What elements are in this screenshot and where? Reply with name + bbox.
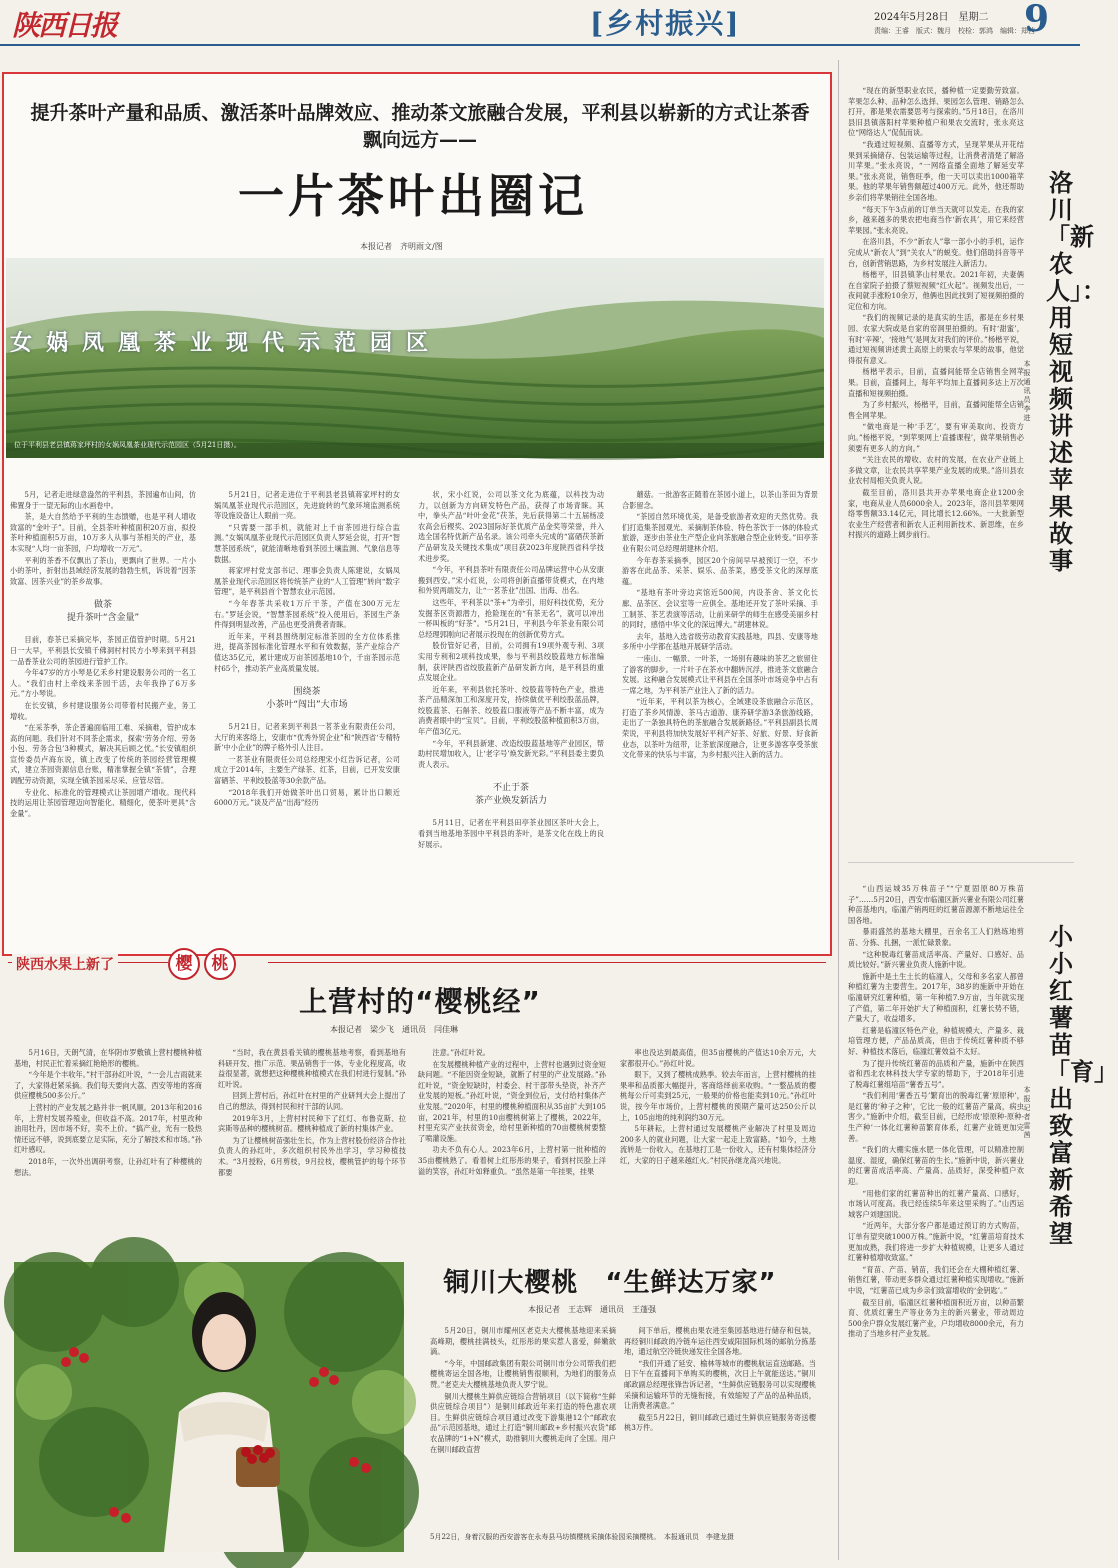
paragraph: 施新中是土生土长的临潼人，父母和多名家人都曾种植红薯为主要营生。2017年，38岁的施新中开始在临潼研究红薯种植，第一年种植7.9万亩，当年就实现了产值，第二年开始扩大了种植面积，红薯长势不错，产量大了，收益增多。 [848,971,1024,1024]
subheading: 不止于茶 茶产业焕发新活力 [474,783,547,807]
page-number: 9 [1024,0,1050,40]
tongchuan-column-1 [430,1326,616,1526]
cherry-section-tag: 陕西水果上新了 [12,954,118,974]
paragraph: 5月，记者走进绿意盎然的平利县，茶园遍布山间，仿佛置身于一望无际的山水画卷中。 [10,490,196,510]
paragraph: 率也没达到最高值，但35亩樱桃的产值达10余万元，大家都很开心。”孙红叶说。 [620,1048,816,1068]
paragraph: “每天下午3点前的订单当天就可以发走。在我的家乡，越来越多的果农把电商当作‘新农具’，用它来经营苹果园。”张永亮说。 [848,204,1024,235]
paragraph: 5月21日，记者走进位于平利县老县镇蒋家坪村的女娲凤凰茶业现代示范园区，先进旋转的气象环境监测系统等设施设备让人眼前一亮。 [214,490,400,521]
cherry-char-1: 樱 [168,948,200,980]
paragraph: 一座山、一幅景、一叶茶，一场别有趣味的茶艺之旅留住了游客的脚步。一片叶子在茶水中翻转沉浮，推进茶文旅融合发展。这种融合发展模式让平利县在全国茶叶市场竞争中占有一席之地，为平利茶产业注入了新的活力。 [622,653,818,695]
paragraph: 近年来，平利县围绕制定标准茶园的全方位体系推进，提高茶园标准化管理水平和有效数据，茶产业综合产值达35亿元，累计建成万亩茶园基地10个，千亩茶园示范村65个，推动茶产业高质量发展。 [214,631,400,673]
subheading: 做茶 提升茶叶“含金量” [66,600,140,624]
paragraph: “这种脱毒红薯苗成活率高、产量好、口感好、品质比较好。”新兴薯业负责人施新中说。 [848,949,1024,970]
cherry-section-bar [8,950,826,976]
paragraph: “基地有茶叶旁边宾馆近500间，内设茶舍、茶文化长廊、品茶区、会议室等一应俱全。基地还开发了茶叶采摘、手工制茶、茶艺表演等活动，让前来研学的师生在感受美丽乡村的同时，感悟中华文化的深远博大。”胡建林说。 [622,588,818,630]
paragraph: “今年春茶共采收1万斤干茶，产值在300万元左右。”罗延会说，“智慧茶园系统”投入使用后，茶园生产条件得到明显改善，产品也更受消费者青睐。 [214,598,400,630]
cherry-char-2: 桃 [204,948,236,980]
paragraph: 2019年3月，上营村村民种下了红灯、布鲁克斯、拉宾斯等品种的樱桃树苗。樱桃种植成了新的村集体产业。 [218,1113,406,1134]
tea-kicker: 提升茶叶产量和品质、激活茶叶品牌效应、推动茶文旅融合发展，平利县以崭新的方式让茶香飘向远方—— [30,102,810,151]
paragraph: 专业化、标准化的管理模式让茶园增产增收。现代科技的运用让茶园管理迈向智能化、精细化，使茶叶更具“含金量”。 [10,787,196,818]
paragraph: 5月20日，铜川市耀州区老克夫大樱桃基地迎来采摘高峰期，樱桃挂满枝头，红彤彤的果实惹人喜爱，鲜嫩欲滴。 [430,1326,616,1357]
paragraph: “山西运城35万株苗子”“宁夏固原80万株苗子”……5月20日，西安市临潼区新兴薯业有限公司红薯种苗基地内，临潼产销两旺的红薯苗源源不断地运往全国各地。 [848,884,1024,925]
paragraph: 状，宋小红说，公司以茶文化为底蕴，以科技为动力，以创新为方向研发特色产品，获得了市场青睐。其中，拳头产品“叶叶金花”茯茶，先后获得第二十五届杨凌农高会后稷奖、2023国际好茶优质产品金奖等荣誉，并入选全国名特优新产品名录。该公司牵头完成的“富硒茯茶新产品研发及关键技术集成”项目获2023年度陕西省科学技术进步奖。 [418,490,604,563]
paragraph: 目前，春茶已采摘完毕，茶园正值管护时期。5月21日一大早，平利县长安镇千佛洞村村民方小琴来到平利县一品香茶业公司的茶园进行管护工作。 [10,635,196,666]
paragraph: “在采茶季，茶企普遍面临用工难、采摘难，管护成本高的问题。我们针对不同茶企需求，探索‘劳务介绍、劳务小包、劳务合包’3种模式，解决其后顾之忧。”长安镇组织宣传委员卢海东说，镇上改变了传统的茶园经营管理模式，建立茶园资源信息台账，精准掌握全镇“茶情”，合理调配劳动资源，实现全镇茶园采尽采、应管尽管。 [10,723,196,786]
paragraph: 去年，基地入选省级劳动教育实践基地，四县、安康等地多所中小学都在基地开展研学活动。 [622,631,818,652]
paragraph: 股份管好记者，目前，公司拥有19项外观专利、3项实用专利和2项科技成果，参与平利县绞股蓝地方标准编制，获评陕西省绞股蓝新产品研发新方向，是平利县的重点发展企业。 [418,641,604,683]
cherry-picking-photo [14,1262,404,1552]
paragraph: 截至5月22日，铜川邮政已通过生鲜供应链服务寄送樱桃3万件。 [624,1412,816,1433]
paragraph: 今年春茶采摘季，园区20个房间早早被预订一空，不少游客在此品茶、采茶、娱乐、品茶菜，感受茶文化的深厚底蕴。 [622,555,818,586]
paragraph: 铜川大樱桃生鲜供应链综合营销项目（以下简称“生鲜供应链综合项目”）是铜川邮政近年来打造的特色惠农项目。生鲜供应链综合项目通过改变下游集港12个“邮政农品”示范园基地，通过上打造“铜川邮政+乡村振兴农货”邮农品牌的“1+N”模式，助推铜川大樱桃走向了全国。用户在铜川邮政直营 [430,1391,616,1454]
paragraph: 为了让樱桃树苗强壮生长，作为上营村股份经济合作社负责人的孙红叶，多次组织村民外出学习，学习种植技术。“3月授粉，6月剪枝，9月拉枝，樱桃管护的每个环节都要 [218,1135,406,1177]
paragraph: “近两年，大部分客户都是通过预订的方式购苗，订单有望突破1000万株。”施新中说，“红薯苗培育技术更加成熟，我们将进一步扩大种植规模，让更多人通过红薯种植增收致富。” [848,1221,1024,1263]
tea-column-4 [622,490,818,930]
tea-headline: 一片茶叶出圈记 [238,169,588,223]
paragraph: “今年，中国邮政集团有限公司铜川市分公司帮我们把樱桃寄运全国各地，让樱桃销售很顺利，为地们的服务点赞。”老克夫大樱桃基地负责人罗宁说。 [430,1358,616,1389]
paragraph: 回到上营村后，孙红叶在村里的产业研判大会上提出了自己的想法，得到村民和村干部的认同。 [218,1091,406,1111]
paragraph: 平利的茶香不仅飘出了茶山，更飘向了世界。一片小小的茶叶，折射出县域经济发展的勃勃生机，诉说着“因茶致富、因茶兴业”的茶乡故事。 [10,555,196,586]
tongchuan-byline: 本报记者 王志辉 通讯员 王蓬强 [528,1305,656,1314]
hongshu-byline: 本报记者 雷茜 [1023,1086,1038,1139]
paragraph: 蘑菇。一批游客正随着在茶园小道上，以茶山茶田为背景合影留念。 [622,490,818,510]
paragraph: “今年，平利县茶叶有限责任公司品牌运营中心从安康搬到西安。”宋小红说，公司将创新直播带货模式，在内地和外贸两端发力，让“一茗茶业”出国、出海、出名。 [418,565,604,596]
paragraph: 为了乡村振兴，杨楷平，目前，直播间能帮全店销售全网苹果。 [848,400,1024,420]
paragraph: 蒋家坪村党支部书记、理事会负责人陈建说，女娲凤凰茶业现代示范园区将传统茶产业的“人工管理”转向“数字管理”，是平利县首个智慧农业示范园。 [214,566,400,597]
paragraph: 截至目前，洛川县共开办苹果电商企业1200余家，电商从业人员6000余人。2023年，洛川县苹果网络零售额33.14亿元，同比增长12.66%。一大批新型农业生产经营者和新农人正利用新技术、新思维，在乡村振兴的道路上阔步前行。 [848,487,1024,540]
paragraph: “今年，平利县新建、改造绞股蓝基地等产业园区，帮助村民增加收入，让‘老字号’焕发新光彩。”平利县委主要负责人表示。 [418,738,604,769]
paragraph: 这些年，平利茶以“茶+”为牵引，用好科技优势，充分发掘茶区资源潜力，抢险现在的“有茶无名”，就可以冲出一杯叫板的“好茶”。“5月21日，平利县今年茶业有限公司总经理郭刚向记者展示投现在的创新优势方式。 [418,597,604,639]
paragraph: 暴雨盛然的基地大棚里，百余名工人们熟练地剪苗、分拣、扎捆，一派忙碌景象。 [848,927,1024,947]
paragraph: “我们的视频记录的是真实的生活，都是在乡村果园、农家大院或是自家的窑洞里拍摄的。有时‘甜蜜’，有时‘辛辣’，‘接地气’是网友对我们的评价。”杨楷平说，通过短视频讲述黄土高原上的果农与苹果的故事，他觉得很有意义。 [848,313,1024,365]
shangying-column-4 [620,1048,816,1248]
paragraph: 一茗茶业有限责任公司总经理宋小红告诉记者，公司成立于2014年，主要生产绿茶、红茶，目前，已开发安康富硒茶、平利绞股蓝等30余款产品。 [214,754,400,786]
luochuan-byline: 本报通讯员 李进 [1023,360,1038,422]
tea-column-1 [10,490,196,930]
paragraph: “用他们家的红薯苗种出的红薯产量高、口感好，市场认可度高。我已经连续5年来这里采购了。”山西运城客户刘建国说。 [848,1188,1024,1219]
paragraph: “关注农民的增收、农村的发展，在农业产业链上多做文章，让农民共享苹果产业发展的成果。”洛川县农业农村局相关负责人说。 [848,455,1024,486]
tongchuan-headline: 铜川大樱桃 “生鲜达万家” [443,1268,777,1298]
paragraph: “茶园自然环境优美，是备受旅游者欢迎的天然优势。我们打造集茶园观光、采摘制茶体验、特色茶饮于一体的体验式旅游，逐步由茶业生产型企业向茶旅融合型企业转变。”田亭茶业有限公司总经理胡建林介绍。 [622,512,818,553]
hongshu-body [848,884,1024,1560]
tea-column-3 [418,490,604,930]
paragraph: “做电商是一种‘手艺’，要有审美取向、投资方向。”杨楷平说，“到苹果网上‘直播课程’，做苹果销售必须要有更多人的方向。” [848,422,1024,453]
paragraph: 为了提升传统红薯苗的品质和产量，施新中在陕西省和西北农林科技大学专家的帮助下，于2018年引进了脱毒红薯组培苗“薯香五号”。 [848,1058,1024,1089]
paragraph: 在长安镇，乡村建设服务公司带着村民搬产业，务工增收。 [10,700,196,721]
paragraph: 5月11日，记者在平利县田亭茶业园区茶叶大会上，看到当地基地茶园中平利县的茶叶，是茶文化在线上的良好展示。 [418,818,604,849]
masthead [0,0,1080,46]
paragraph: “现在的新型职业农民，播种植一定要勤劳致富。苹果怎么种、品种怎么选择、果园怎么管理、销路怎么打开，都是果农需要思考与探索的。”5月18日，在洛川县旧县镇落阳村苹果种植户和果农交流时，张永亮这位“网络达人”侃侃而谈。 [848,86,1024,138]
column-divider [838,60,839,1560]
paragraph: 今年47岁的方小琴是亿禾乡村建设服务公司的一名工人。“我们由村上牵线来茶园干活，去年我挣了6万多元。”方小琴说。 [10,668,196,699]
shangying-headline: 上营村的“樱桃经” [299,985,541,1018]
shangying-column-2 [218,1048,406,1248]
paragraph: 眼下，又到了樱桃成熟季。较去年而言，上营村樱桃的挂果率和品质都大幅提升，客商络绎前来收购。“一整品质的樱桃每公斤可卖到25元，一般果的价格也能卖到10元。”孙红叶说，按今年市场价，上营村樱桃的预期产量可达250公斤以上，105亩地的纯利润约30万元。 [620,1070,816,1122]
paragraph: 截至目前，临潼区红薯种植面积近万亩，以种苗繁育、优质红薯生产等业务为主的新兴薯业，带动周边500余户群众发展红薯产业，户均增收8000余元，有力推动了当地乡村产业发展。 [848,1297,1024,1339]
luochuan-title: 洛川「新农人」：用短视频讲述苹果故事 [1046,169,1106,575]
paragraph: “育苗、产苗、销苗，我们还会在大棚种植红薯、销售红薯，带动更多群众通过红薯种植实现增收。”施新中说，“红薯苗已成为乡亲们致富增收的‘金钥匙’。” [848,1264,1024,1295]
paragraph: 功夫不负有心人。2023年6月，上营村第一批种植的35亩樱桃熟了。看着树上红彤彤的果子，看到村民脸上洋溢的笑容，孙红叶如释重负。“虽然是第一年挂果，挂果 [418,1145,606,1176]
paragraph: 上营村的产业发展之路并非一帆风顺。2013年和2016年，上营村发展养殖业，但收益不高。2017年，村里改种油用牡丹，因市场不好，卖不上价。“搞产业，光有一股热情还远不够，说到底要立足实际，充分了解技术和市场。”孙红叶感叹。 [14,1102,202,1155]
cherry-photo-caption: 5月22日，身着汉服的西安游客在永寿县马坊镇樱桃采摘体验园采摘樱桃。 本报通讯员 李建龙摄 [430,1533,734,1541]
paragraph: 在发展樱桃种植产业的过程中，上营村也遇到过资金短缺问题。“不能因资金短缺，就断了村里的产业发展路。”孙红叶说，“资金短缺时，村委会、村干部带头垫资，补齐产业发展的短板。”孙红叶说，“资金到位后，支付给村集体产业发展。”2020年，村里的樱桃种植面积从35亩扩大到105亩，2021年，村里的10亩樱桃树第上了樱桃，2022年，村里充实产业扶贫资金，给村里新种植的70亩樱桃树要整了喷灌设施。 [418,1059,606,1143]
luochuan-body [848,86,1024,856]
paragraph: 2018年，一次外出调研考察，让孙红叶有了种樱桃的想法。 [14,1156,202,1177]
paragraph: 近年来，平利县依托茶叶、绞股蓝等特色产业，推进茶产品精深加工和深度开发，持续做优平利绞股蓝品牌，绞股蓝茶、石斛茶、绞股蓝口服液等产品不断丰富，成为消费者眼中的“宝贝”。目前，平利绞股蓝种植面积3万亩，年产值3亿元。 [418,684,604,737]
shangying-column-3 [418,1048,606,1248]
paragraph: “我通过短视频、直播等方式，呈现苹果从开花结果到采摘储存、包装运输等过程，让消费者清楚了解洛川苹果。”张永亮说，“一网络直播全面地了解延安苹果。”张永亮说，销售旺季，他一天可以卖出1000箱苹果。他的苹果年销售额超过400万元。此外，他还帮助乡亲们将苹果销往全国各地。 [848,139,1024,202]
paragraph: “我们利用‘薯香五号’繁育出的脱毒红薯‘原原种’，是红薯的‘种子之种’，它比一般的红薯苗产量高，病虫害少。”施新中介绍，截至目前，已经形成‘原原种-原种-生产种’一体化红薯种苗繁育体系，红薯产业链更加完善。 [848,1091,1024,1143]
subheading: 围绕茶 小茶叶“闯出”大市场 [266,687,348,711]
paragraph: “只需要一部手机，就能对上千亩茶园进行综合监测。”女娲凤凰茶业现代示范园区负责人罗延会说，打开“智慧茶园系统”，就能清晰地看到茶园土壤监测、气象信息等数据。 [214,522,400,564]
park-sign-text: 女娲凤凰茶业现代示范园区 [10,331,443,356]
paragraph: 5年耕耘，上营村通过发展樱桃产业解决了村里及周边200多人的就业问题，让大家一起走上致富路。“如今，土地流转是一份收入，在基地打工是一份收入，还有村集体经济分红，大家的日子越来越红火。”村民孙继龙高兴地说。 [620,1124,816,1165]
section-title: [乡村振兴] [590,7,741,40]
paragraph: “我们开通了延安、榆林等城市的樱桃航运直送邮路。当日下午在直播间下单购买的樱桃，次日上午就能送达。”铜川邮政副总经理张锋告诉记者，“生鲜供应链服务可以实现樱桃采摘和运输环节的无缝衔接，有效缩短了产品的品种品质，让消费者满意。” [624,1358,816,1411]
editor-credits: 责编：王睿 版式：魏月 校检：郭鸿 编辑：郑茜 [874,27,1035,35]
paragraph: 杨楷平表示，目前，直播间能帮全店销售全网苹果。目前，直播间上，每年平均加上直播间多达上万次直播和短视频拍摄。 [848,367,1024,398]
paragraph: 红薯是临潼区特色产业，种植规模大、产量多、栽培管理方便，产品品质高，但由于传统红薯种质不够好、种植技术落后，临潼红薯效益不太好。 [848,1025,1024,1056]
tea-garden-photo [6,258,824,458]
paragraph: “我们的大棚实施水肥一体化管理，可以精准控制温度、湿度，确保红薯苗的生长。”施新中说，新兴薯业的红薯苗成活率高、产量高、品质好，深受种植户欢迎。 [848,1145,1024,1187]
tea-byline: 本报记者 齐明雨文/图 [360,242,443,251]
paragraph: 茶，是大自然给予平利的生态馈赠，也是平利人增收致富的“金叶子”。目前，全县茶叶种植面积20万亩，拟投茶叶种植面积5万亩，10万多人从事与茶相关的产业，基本实现“人均一亩茶园，户均增收一万元”。 [10,512,196,553]
newspaper-logo: 陕西日报 [12,9,117,42]
tea-garden-illustration [6,258,824,458]
paragraph: 5月16日，天朗气清，在华阴市罗敷镇上营村樱桃种植基地，村民正忙着采摘红艳艳形的樱桃。 [14,1048,202,1068]
shangying-column-1 [14,1048,202,1248]
tongchuan-column-2 [624,1326,816,1526]
paragraph: 在洛川县，不少“新农人”靠一部小小的手机，运作完成从“新农人”到“关农人”的蜕变。他们借助抖音等平台，创新营销思路，为乡村发展注入新活力。 [848,237,1024,268]
paragraph: “近年来，平利以茶为核心，全域建设茶旅融合示范区，打造了茶乡风情游、茶马古道游、康养研学游3条旅游线路，走出了一条独具特色的茶旅融合发展新路径。”平利县副县长周荣说，平利县将加快发展好平利产好茶、好旅、好景、好食新业态，以茶叶为纽带，让茶旅深度融合，让更多游客享受茶旅文化带来的快乐与丰富，为乡村振兴注入新的活力。 [622,697,818,760]
cherry-picking-illustration [14,1262,404,1552]
paragraph: 注意。”孙红叶说。 [432,1048,490,1057]
tea-photo-caption: 位于平利县老县镇蒋家坪村的女娲凤凰茶业现代示范园区（5月21日摄）。 [14,441,241,449]
paragraph: 间下单后，樱桃由果农进至集园基地进行储存和包装，再经铜川邮政的冷链车运往西安咸阳国际机场的邮航分拣基地，通过航空冷链快递发往全国各地。 [624,1326,816,1357]
shangying-byline: 本报记者 梁少飞 通讯员 闫佳琳 [330,1025,458,1034]
section-divider [848,862,1074,863]
paragraph: 5月21日，记者来到平利县一茗茶业有限责任公司，大厅的来客络上，安康市“优秀外贸企业”和“陕西省‘专精特新’中小企业”的牌子格外引人注目。 [214,722,400,753]
issue-date: 2024年5月28日 星期二 [874,12,989,23]
paragraph: “今年是个丰收年。”村干部孙红叶说，“一会儿吉雨就来了，大家得赶紧采摘。我们每天要向大荔、西安等地的客商供应樱桃500多公斤。” [14,1070,202,1101]
paragraph: 杨楷平，旧县镇茅山村果农。2021年初，夫妻俩在自家院子拍摄了蔡短视频“红火起”。视频发出后，一夜间就手涨粉10余万，他俩也因此找到了短视频拍摄的定位和方向。 [848,270,1024,311]
paragraph: “2018年我们开始做茶叶出口贸易，累计出口额近6000万元。”谈及产品“出海”经历 [214,787,400,808]
paragraph: “当时，我在黄县看关镇的樱桃基地考察，看到基地有科研开发、推广示范、果品销售于一体，专业化程度高，收益很显著，就想把这种樱桃种植模式在我们村进行复制。”孙红叶说。 [218,1048,406,1089]
tea-column-2 [214,490,400,930]
hongshu-title: 小小红薯苗「育」出致富新希望 [1046,923,1118,1248]
